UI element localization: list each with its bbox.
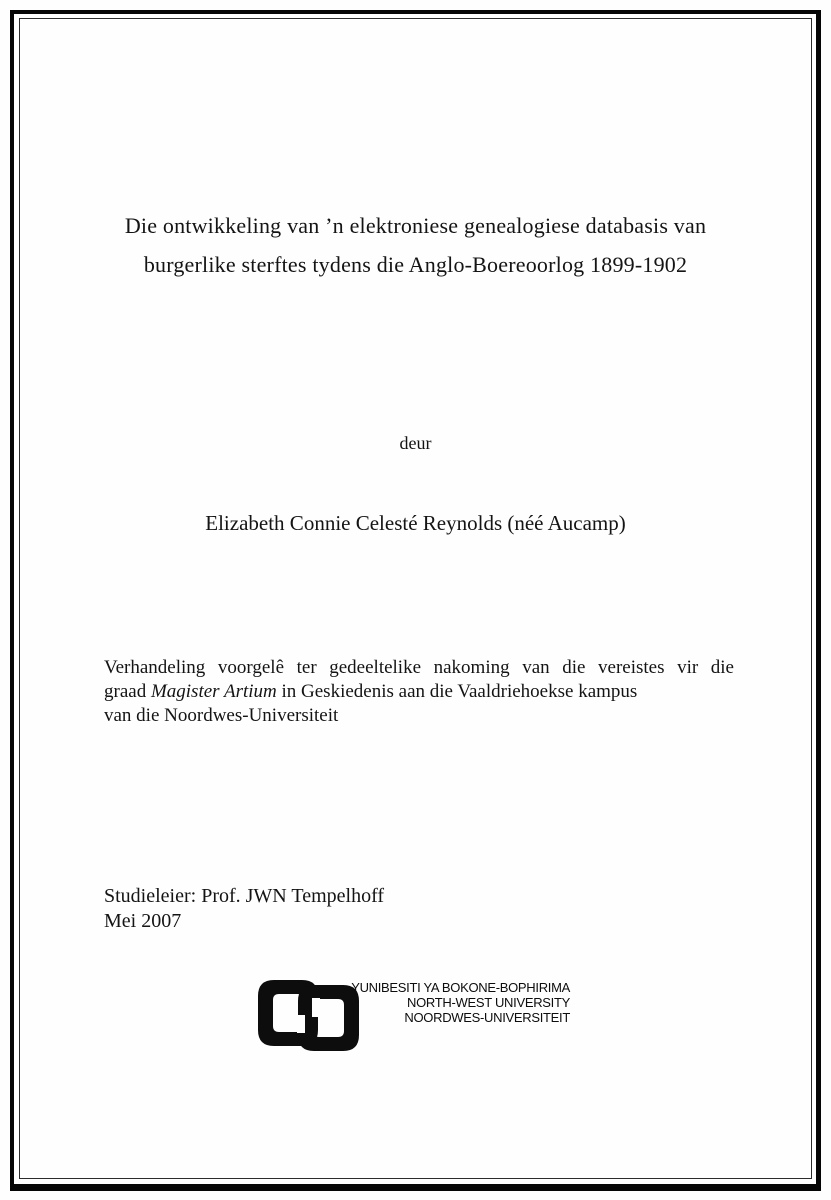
logo-notch-upper: [312, 998, 320, 1017]
logo-line-english: NORTH-WEST UNIVERSITY: [407, 995, 570, 1011]
degree-statement-line-2: [104, 680, 734, 704]
author-name: Elizabeth Connie Celesté Reynolds (néé Aucamp): [205, 511, 626, 535]
byline-deur: deur: [399, 433, 432, 453]
degree-statement-line-1: Verhandeling voorgelê ter gedeeltelike nakoming van die vereistes vir die: [104, 657, 734, 678]
logo-line-setswana: YUNIBESITI YA BOKONE-BOPHIRIMA: [351, 980, 570, 995]
degree-statement-line-2-pre: graad: [104, 681, 151, 702]
date-line: Mei 2007: [104, 910, 182, 932]
thesis-title: [60, 206, 771, 284]
logo-notch-lower: [297, 1015, 305, 1033]
degree-name-italic: Magister Artium: [150, 681, 277, 702]
thesis-title-line-2: burgerlike sterftes tydens die Anglo-Boereoorlog 1899-1902: [143, 252, 688, 277]
university-logo-text: [320, 980, 570, 1026]
degree-statement-line-3: van die Noordwes-Universiteit: [104, 705, 339, 726]
university-logo: [257, 977, 572, 1052]
thesis-title-line-1: Die ontwikkeling van ’n elektroniese genealogiese databasis van: [124, 213, 707, 238]
degree-statement-line-2-post: in Geskiedenis aan die Vaaldriehoekse kampus: [276, 681, 638, 702]
degree-statement: [104, 656, 734, 728]
supervisor-block: [104, 884, 604, 934]
supervisor-line: Studieleier: Prof. JWN Tempelhoff: [104, 885, 385, 907]
logo-line-afrikaans: NOORDWES-UNIVERSITEIT: [404, 1010, 570, 1026]
